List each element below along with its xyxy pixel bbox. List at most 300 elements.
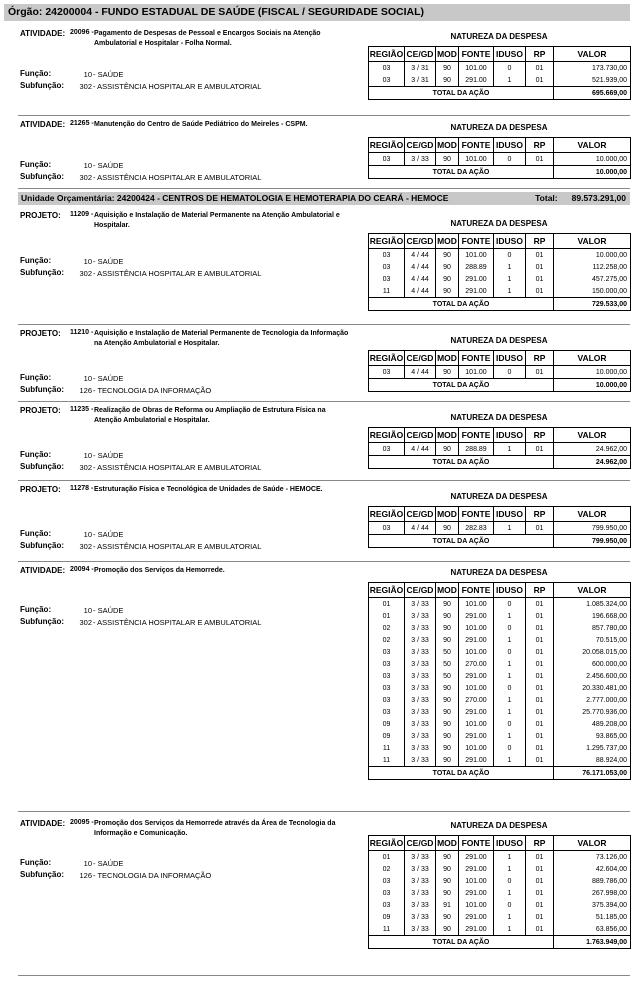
table-cell: 291.00: [459, 754, 494, 767]
acao-description: Manutenção do Centro de Saúde Pediátrico do Meireles - CSPM.: [94, 121, 308, 128]
block-separator: [18, 401, 630, 402]
table-cell: 11: [369, 742, 405, 754]
total-row: [369, 298, 631, 311]
column-header: VALOR: [554, 836, 631, 851]
table-cell: 1: [494, 887, 526, 899]
column-header: VALOR: [554, 507, 631, 522]
subfuncao-code: 302: [79, 173, 92, 182]
column-header: CE/GD: [405, 583, 436, 598]
subfuncao-code: 302: [79, 618, 92, 627]
acao-description: Pagamento de Despesas de Pessoal e Encargos Sociais na Atenção Ambulatorial e Hospitalar - Folha Normal.: [94, 30, 321, 47]
column-header: CE/GD: [405, 47, 436, 62]
table-cell: 2.456.600,00: [554, 670, 631, 682]
acao-code: 11235 -: [70, 406, 94, 413]
column-header: FONTE: [459, 507, 494, 522]
table-cell: 291.00: [459, 634, 494, 646]
unidade-header: [18, 192, 630, 205]
table-cell: 1: [494, 273, 526, 285]
subfuncao-label: Subfunção:: [20, 617, 64, 626]
table-cell: 90: [436, 249, 459, 262]
table-row: [369, 911, 631, 923]
total-label: TOTAL DA AÇÃO: [369, 379, 554, 392]
table-cell: 90: [436, 285, 459, 298]
table-cell: 01: [526, 754, 554, 767]
table-cell: 01: [369, 598, 405, 611]
column-header: IDUSO: [494, 428, 526, 443]
table-cell: 1: [494, 634, 526, 646]
table-cell: 3 / 33: [405, 694, 436, 706]
table-cell: 90: [436, 851, 459, 864]
table-cell: 20.058.015,00: [554, 646, 631, 658]
block-separator: [18, 480, 630, 481]
table-cell: 90: [436, 598, 459, 611]
acao-type-label: ATIVIDADE:: [20, 29, 66, 38]
table-cell: 03: [369, 670, 405, 682]
table-cell: 01: [526, 670, 554, 682]
table-cell: 1: [494, 706, 526, 718]
column-header: RP: [526, 47, 554, 62]
acao-type-label: PROJETO:: [20, 329, 61, 338]
table-cell: 3 / 33: [405, 153, 436, 166]
funcao-label: Função:: [20, 256, 52, 265]
natureza-title: NATUREZA DA DESPESA: [450, 219, 548, 228]
subfuncao-label: Subfunção:: [20, 268, 64, 277]
table-cell: 73.126,00: [554, 851, 631, 864]
natureza-title: NATUREZA DA DESPESA: [450, 413, 548, 422]
table-row: [369, 923, 631, 936]
table-cell: 101.00: [459, 62, 494, 75]
column-header: VALOR: [554, 47, 631, 62]
table-row: [369, 718, 631, 730]
column-header: RP: [526, 428, 554, 443]
table-cell: 03: [369, 694, 405, 706]
natureza-table: [368, 582, 631, 780]
acao-block: [18, 326, 630, 402]
funcao-label: Função:: [20, 160, 52, 169]
subfuncao-label: Subfunção:: [20, 385, 64, 394]
total-label: TOTAL DA AÇÃO: [369, 456, 554, 469]
table-cell: 3 / 33: [405, 899, 436, 911]
table-cell: 4 / 44: [405, 366, 436, 379]
table-row: [369, 598, 631, 611]
table-cell: 01: [526, 851, 554, 864]
column-header: FONTE: [459, 234, 494, 249]
total-row: [369, 535, 631, 548]
total-label: TOTAL DA AÇÃO: [369, 535, 554, 548]
acao-description: Aquisição e Instalação de Material Permanente de Tecnologia da Informação na Atenção Ambulatorial e Hospitalar.: [94, 330, 349, 347]
table-cell: 291.00: [459, 863, 494, 875]
table-cell: 03: [369, 899, 405, 911]
table-cell: 90: [436, 911, 459, 923]
table-cell: 02: [369, 634, 405, 646]
table-row: [369, 622, 631, 634]
funcao-code: 10: [83, 530, 92, 539]
subfuncao-code: 302: [79, 542, 92, 551]
column-header: VALOR: [554, 583, 631, 598]
table-cell: 25.770.936,00: [554, 706, 631, 718]
column-header: FONTE: [459, 428, 494, 443]
table-cell: 3 / 33: [405, 718, 436, 730]
table-cell: 09: [369, 911, 405, 923]
column-header: CE/GD: [405, 351, 436, 366]
table-cell: 01: [526, 730, 554, 742]
table-cell: 4 / 44: [405, 249, 436, 262]
table-cell: 03: [369, 875, 405, 887]
subfuncao-name: - ASSISTÊNCIA HOSPITALAR E AMBULATORIAL: [93, 463, 262, 472]
table-row: [369, 62, 631, 75]
table-header-row: [369, 47, 631, 62]
column-header: REGIÃO: [369, 836, 405, 851]
table-cell: 0: [494, 622, 526, 634]
table-header-row: [369, 351, 631, 366]
column-header: IDUSO: [494, 351, 526, 366]
column-header: MOD: [436, 507, 459, 522]
acao-block: [18, 403, 630, 481]
column-header: MOD: [436, 47, 459, 62]
table-cell: 3 / 33: [405, 706, 436, 718]
table-cell: 857.780,00: [554, 622, 631, 634]
table-cell: 1: [494, 670, 526, 682]
funcao-name: - SAÚDE: [93, 530, 124, 539]
table-cell: 90: [436, 366, 459, 379]
table-cell: 20.330.481,00: [554, 682, 631, 694]
funcao-label: Função:: [20, 450, 52, 459]
table-cell: 03: [369, 443, 405, 456]
table-header-row: [369, 138, 631, 153]
table-cell: 1.085.324,00: [554, 598, 631, 611]
block-separator: [18, 324, 630, 325]
table-cell: 90: [436, 718, 459, 730]
table-cell: 3 / 33: [405, 730, 436, 742]
acao-code: 20096 -: [70, 29, 94, 36]
column-header: IDUSO: [494, 583, 526, 598]
acao-block: [18, 208, 630, 325]
table-cell: 01: [369, 610, 405, 622]
total-label: TOTAL DA AÇÃO: [369, 767, 554, 780]
table-cell: 90: [436, 754, 459, 767]
table-cell: 489.208,00: [554, 718, 631, 730]
total-row: [369, 379, 631, 392]
subfuncao-label: Subfunção:: [20, 462, 64, 471]
table-cell: 1: [494, 522, 526, 535]
table-cell: 50: [436, 670, 459, 682]
funcao-name: - SAÚDE: [93, 70, 124, 79]
subfuncao-name: - ASSISTÊNCIA HOSPITALAR E AMBULATORIAL: [93, 269, 262, 278]
acao-code: 11209 -: [70, 211, 94, 218]
table-cell: 267.998,00: [554, 887, 631, 899]
table-cell: 150.000,00: [554, 285, 631, 298]
table-cell: 196.668,00: [554, 610, 631, 622]
table-cell: 02: [369, 622, 405, 634]
table-cell: 3 / 31: [405, 62, 436, 75]
table-cell: 90: [436, 694, 459, 706]
subfuncao-label: Subfunção:: [20, 541, 64, 550]
table-cell: 24.962,00: [554, 443, 631, 456]
acao-type-label: ATIVIDADE:: [20, 819, 66, 828]
table-cell: 291.00: [459, 911, 494, 923]
table-cell: 90: [436, 634, 459, 646]
subfuncao-code: 302: [79, 82, 92, 91]
table-row: [369, 851, 631, 864]
total-row: [369, 767, 631, 780]
table-row: [369, 742, 631, 754]
table-cell: 282.83: [459, 522, 494, 535]
column-header: FONTE: [459, 836, 494, 851]
table-cell: 0: [494, 366, 526, 379]
table-cell: 3 / 33: [405, 646, 436, 658]
table-cell: 03: [369, 249, 405, 262]
table-cell: 01: [526, 911, 554, 923]
table-cell: 01: [526, 285, 554, 298]
acao-description: Aquisição e Instalação de Material Permanente na Atenção Ambulatorial e Hospitalar.: [94, 212, 340, 229]
natureza-table: [368, 233, 631, 311]
table-cell: 0: [494, 249, 526, 262]
table-cell: 291.00: [459, 851, 494, 864]
table-cell: 173.730,00: [554, 62, 631, 75]
table-cell: 4 / 44: [405, 443, 436, 456]
table-cell: 11: [369, 754, 405, 767]
column-header: VALOR: [554, 138, 631, 153]
column-header: REGIÃO: [369, 351, 405, 366]
natureza-table: [368, 506, 631, 548]
table-cell: 01: [526, 887, 554, 899]
table-cell: 1: [494, 730, 526, 742]
funcao-label: Função:: [20, 605, 52, 614]
table-cell: 1: [494, 261, 526, 273]
table-cell: 288.89: [459, 261, 494, 273]
column-header: VALOR: [554, 351, 631, 366]
table-cell: 90: [436, 875, 459, 887]
column-header: REGIÃO: [369, 47, 405, 62]
table-cell: 0: [494, 646, 526, 658]
table-cell: 01: [526, 899, 554, 911]
table-cell: 01: [526, 646, 554, 658]
total-label: TOTAL DA AÇÃO: [369, 87, 554, 100]
table-row: [369, 74, 631, 87]
table-cell: 01: [369, 851, 405, 864]
total-value: 1.763.949,00: [554, 936, 631, 949]
table-cell: 101.00: [459, 366, 494, 379]
table-row: [369, 899, 631, 911]
acao-block: [18, 117, 630, 189]
total-row: [369, 166, 631, 179]
table-cell: 70.515,00: [554, 634, 631, 646]
table-cell: 1: [494, 443, 526, 456]
acao-description: Promoção dos Serviços da Hemorrede.: [94, 567, 225, 574]
table-cell: 90: [436, 706, 459, 718]
table-cell: 1: [494, 694, 526, 706]
table-row: [369, 706, 631, 718]
natureza-title: NATUREZA DA DESPESA: [450, 123, 548, 132]
table-cell: 101.00: [459, 622, 494, 634]
total-row: [369, 936, 631, 949]
table-cell: 09: [369, 718, 405, 730]
acao-code: 11278 -: [70, 485, 94, 492]
table-cell: 91: [436, 899, 459, 911]
column-header: MOD: [436, 428, 459, 443]
column-header: RP: [526, 138, 554, 153]
natureza-table: [368, 835, 631, 949]
column-header: REGIÃO: [369, 583, 405, 598]
table-row: [369, 261, 631, 273]
column-header: VALOR: [554, 234, 631, 249]
table-cell: 03: [369, 261, 405, 273]
column-header: IDUSO: [494, 47, 526, 62]
table-row: [369, 610, 631, 622]
table-cell: 90: [436, 153, 459, 166]
table-row: [369, 366, 631, 379]
table-cell: 291.00: [459, 706, 494, 718]
column-header: FONTE: [459, 351, 494, 366]
table-cell: 03: [369, 658, 405, 670]
table-cell: 03: [369, 646, 405, 658]
natureza-title: NATUREZA DA DESPESA: [450, 568, 548, 577]
table-cell: 1: [494, 923, 526, 936]
funcao-name: - SAÚDE: [93, 606, 124, 615]
table-cell: 03: [369, 273, 405, 285]
table-cell: 101.00: [459, 682, 494, 694]
table-row: [369, 863, 631, 875]
table-cell: 90: [436, 443, 459, 456]
total-value: 695.669,00: [554, 87, 631, 100]
table-cell: 1: [494, 285, 526, 298]
acao-block: [18, 816, 630, 976]
table-cell: 101.00: [459, 153, 494, 166]
table-cell: 3 / 33: [405, 875, 436, 887]
table-cell: 01: [526, 622, 554, 634]
table-row: [369, 682, 631, 694]
table-cell: 889.786,00: [554, 875, 631, 887]
column-header: FONTE: [459, 138, 494, 153]
table-header-row: [369, 428, 631, 443]
table-row: [369, 249, 631, 262]
table-cell: 09: [369, 730, 405, 742]
table-cell: 50: [436, 646, 459, 658]
table-header-row: [369, 507, 631, 522]
table-cell: 01: [526, 658, 554, 670]
table-cell: 90: [436, 742, 459, 754]
table-cell: 521.939,00: [554, 74, 631, 87]
column-header: CE/GD: [405, 428, 436, 443]
column-header: CE/GD: [405, 836, 436, 851]
table-cell: 03: [369, 153, 405, 166]
table-header-row: [369, 583, 631, 598]
table-cell: 288.89: [459, 443, 494, 456]
table-cell: 291.00: [459, 670, 494, 682]
acao-description: Estruturação Física e Tecnológica de Unidades de Saúde - HEMOCE.: [94, 486, 323, 493]
total-label: TOTAL DA AÇÃO: [369, 298, 554, 311]
funcao-code: 10: [83, 70, 92, 79]
table-cell: 93.865,00: [554, 730, 631, 742]
table-cell: 0: [494, 718, 526, 730]
subfuncao-name: - ASSISTÊNCIA HOSPITALAR E AMBULATORIAL: [93, 618, 262, 627]
table-cell: 4 / 44: [405, 522, 436, 535]
total-value: 76.171.053,00: [554, 767, 631, 780]
table-cell: 3 / 33: [405, 598, 436, 611]
acao-type-label: PROJETO:: [20, 485, 61, 494]
table-cell: 90: [436, 730, 459, 742]
table-cell: 11: [369, 923, 405, 936]
column-header: RP: [526, 507, 554, 522]
acao-type-label: ATIVIDADE:: [20, 566, 66, 575]
table-cell: 291.00: [459, 273, 494, 285]
funcao-name: - SAÚDE: [93, 374, 124, 383]
table-cell: 90: [436, 622, 459, 634]
table-cell: 0: [494, 153, 526, 166]
table-row: [369, 153, 631, 166]
total-value: 10.000,00: [554, 166, 631, 179]
table-cell: 90: [436, 887, 459, 899]
subfuncao-name: - ASSISTÊNCIA HOSPITALAR E AMBULATORIAL: [93, 173, 262, 182]
table-cell: 101.00: [459, 249, 494, 262]
table-cell: 10.000,00: [554, 366, 631, 379]
acao-type-label: PROJETO:: [20, 406, 61, 415]
table-row: [369, 670, 631, 682]
table-row: [369, 646, 631, 658]
subfuncao-name: - TECNOLOGIA DA INFORMAÇÃO: [93, 386, 212, 395]
table-cell: 10.000,00: [554, 249, 631, 262]
acao-type-label: PROJETO:: [20, 211, 61, 220]
table-cell: 457.275,00: [554, 273, 631, 285]
table-row: [369, 443, 631, 456]
acao-code: 11210 -: [70, 329, 94, 336]
total-label: TOTAL DA AÇÃO: [369, 166, 554, 179]
table-cell: 3 / 33: [405, 863, 436, 875]
column-header: IDUSO: [494, 507, 526, 522]
table-cell: 4 / 44: [405, 273, 436, 285]
table-cell: 3 / 33: [405, 887, 436, 899]
table-cell: 0: [494, 682, 526, 694]
funcao-label: Função:: [20, 373, 52, 382]
table-cell: 01: [526, 153, 554, 166]
column-header: REGIÃO: [369, 428, 405, 443]
subfuncao-code: 302: [79, 463, 92, 472]
table-cell: 03: [369, 706, 405, 718]
table-cell: 3 / 33: [405, 742, 436, 754]
table-cell: 3 / 33: [405, 851, 436, 864]
table-cell: 90: [436, 923, 459, 936]
column-header: RP: [526, 351, 554, 366]
table-cell: 1: [494, 863, 526, 875]
table-cell: 01: [526, 443, 554, 456]
total-value: 24.962,00: [554, 456, 631, 469]
column-header: MOD: [436, 583, 459, 598]
funcao-code: 10: [83, 257, 92, 266]
table-cell: 101.00: [459, 742, 494, 754]
table-cell: 3 / 33: [405, 658, 436, 670]
total-row: [369, 456, 631, 469]
table-cell: 11: [369, 285, 405, 298]
table-cell: 600.000,00: [554, 658, 631, 670]
table-cell: 01: [526, 742, 554, 754]
table-cell: 2.777.000,00: [554, 694, 631, 706]
table-cell: 90: [436, 863, 459, 875]
block-separator: [18, 115, 630, 116]
table-cell: 01: [526, 261, 554, 273]
column-header: MOD: [436, 351, 459, 366]
table-cell: 01: [526, 923, 554, 936]
table-cell: 03: [369, 62, 405, 75]
table-cell: 1.295.737,00: [554, 742, 631, 754]
subfuncao-name: - ASSISTÊNCIA HOSPITALAR E AMBULATORIAL: [93, 542, 262, 551]
table-cell: 0: [494, 598, 526, 611]
table-cell: 270.00: [459, 658, 494, 670]
column-header: MOD: [436, 138, 459, 153]
column-header: FONTE: [459, 583, 494, 598]
table-cell: 291.00: [459, 74, 494, 87]
natureza-title: NATUREZA DA DESPESA: [450, 821, 548, 830]
table-cell: 3 / 33: [405, 670, 436, 682]
